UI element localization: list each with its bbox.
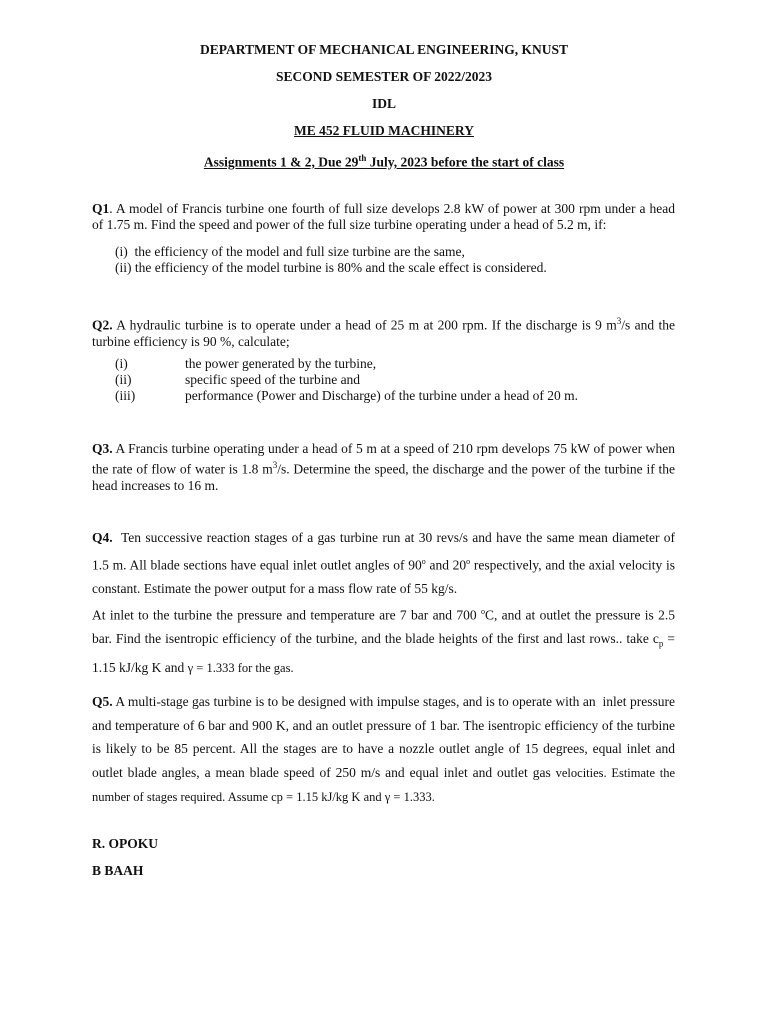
signature-name: R. OPOKU <box>92 836 158 851</box>
question-5: Q5. A multi-stage gas turbine is to be designed with impulse stages, and is to operate with an inlet pressure and temperature of 6 bar and 900 K, and an outlet pressure of 1 bar. The isentropic efficiency of the turbine is likely to be 85 percent. All the stages are to have a nozzle outlet angle of 15 degrees, equal inlet and outlet blade angles, a mean blade speed of 250 m/s and equal inlet and outlet gas velocities. Estimate the number of stages required. Assume cp = 1.15 kJ/kg K and γ = 1.333. <box>92 694 679 804</box>
question-2-list <box>115 356 578 404</box>
signature-name: B BAAH <box>92 863 144 878</box>
question-2: Q2. A hydraulic turbine is to operate under a head of 25 m at 200 rpm. If the discharge is 9 $m^3/s$ and the turbine efficiency is 90 %, calculate; <box>92 316 675 349</box>
question-2-label: Q2. <box>92 317 113 333</box>
list-item: (iii) performance (Power and Discharge) of the turbine under a head of 20 m. <box>115 388 578 403</box>
program-heading: IDL <box>371 96 396 111</box>
department-heading: DEPARTMENT OF MECHANICAL ENGINEERING, KNUST <box>200 42 568 57</box>
semester-heading: SECOND SEMESTER OF 2022/2023 <box>276 69 492 84</box>
question-1-list <box>115 244 547 276</box>
question-5-label: Q5. <box>92 694 113 709</box>
question-1-label: Q1 <box>92 201 110 216</box>
question-1-text: . A model of Francis turbine one fourth of full size develops 2.8 kW of power at 300 rpm under a head of 1.75 m. Find the speed and power of the full size turbine operating under a head of 5.2 m, if: <box>92 201 675 232</box>
question-4-label: Q4. <box>92 530 113 545</box>
list-item: (ii) specific speed of the turbine and <box>115 372 361 387</box>
list-item: (ii) the efficiency of the model turbine is 80% and the scale effect is considered. <box>115 260 547 275</box>
course-heading: ME 452 FLUID MACHINERY <box>294 123 474 138</box>
list-item: (i) the efficiency of the model and full size turbine are the same, <box>115 244 465 259</box>
question-3: Q3. A Francis turbine operating under a head of 5 m at a speed of 210 rpm develops 75 kW of power when the rate of flow of water is 1.8 $m^3/s$. Determine the speed, the discharge and the power of the turbine if the head increases to 16 m. <box>92 441 675 493</box>
question-4: Q4. Ten successive reaction stages of a gas turbine run at 30 revs/s and have the same mean diameter of 1.5 m. All blade sections have equal inlet outlet angles of 90$^o$ and 20$^o$ respectively, and the axial velocity is constant. Estimate the power output for a mass flow rate of 55 kg/s. At inlet to the turbine the pressure and temperature are 7 bar and 700 $^o$C, and at outlet the pressure is 2.5 bar. Find the isentropic efficiency of the turbine, and the blade heights of the first and last rows.. take $c_p = 1.15$ kJ/kg K and γ = 1.333 for the gas. <box>92 530 679 676</box>
assignment-due-heading: Assignments 1 & 2, Due 29th July, 2023 before the start of class <box>203 153 565 170</box>
question-3-label: Q3. <box>92 441 113 456</box>
list-item: (i) the power generated by the turbine, <box>115 356 377 371</box>
question-1 <box>92 201 675 233</box>
